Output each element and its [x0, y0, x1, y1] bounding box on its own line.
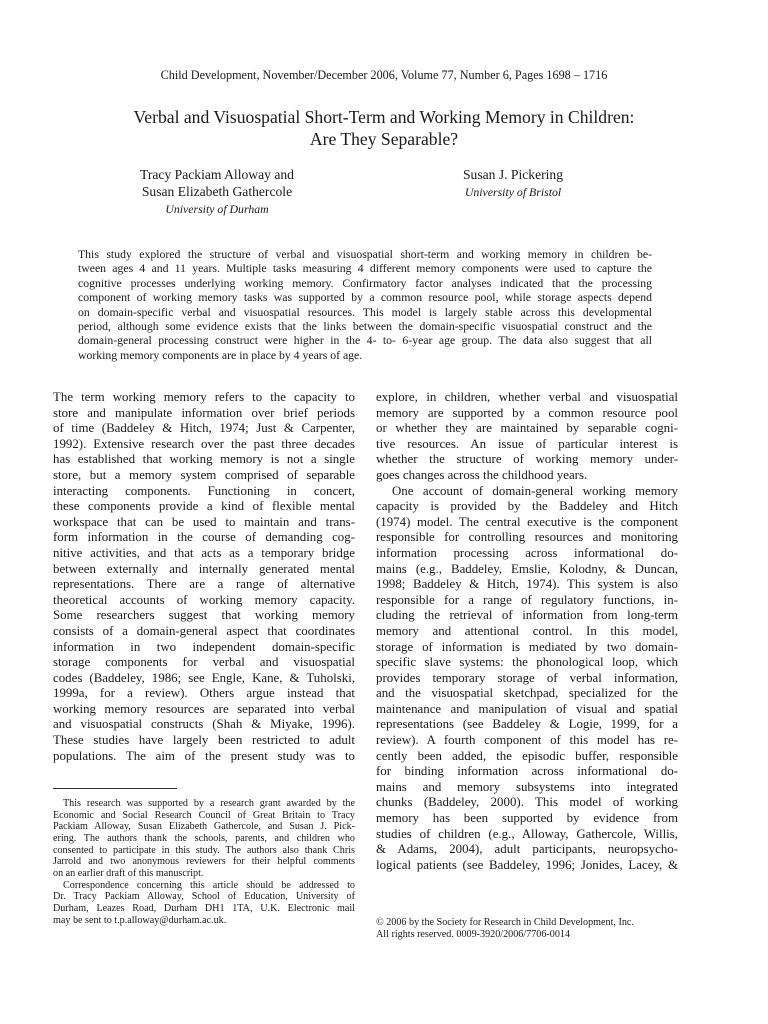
body-line: chunks (Baddeley, 2000). This model of working: [376, 795, 678, 810]
body-column-left: [53, 390, 355, 764]
author-name-2: Susan Elizabeth Gathercole: [141, 184, 293, 199]
body-line: for binding information across informational do-: [376, 764, 678, 779]
body-line: between externally and internally generated mental: [53, 561, 355, 576]
body-line: specific slave systems: the phonological loop, which: [376, 655, 678, 670]
body-line: responsible for a range of regulatory functions, in-: [376, 592, 678, 607]
body-line: representations. There are a range of alternative: [53, 577, 355, 592]
author-name-1: Tracy Packiam Alloway and: [140, 167, 294, 182]
copyright-line-1: © 2006 by the Society for Research in Child Development, Inc.: [376, 917, 634, 928]
body-line: (1974) model. The central executive is the component: [376, 514, 678, 529]
footnote-line: Correspondence concerning this article should be addressed to: [63, 879, 355, 891]
body-line: goes changes across the childhood years.: [376, 467, 588, 482]
abstract-line: This study explored the structure of verbal and visuospatial short-term and working memory in children be-: [78, 248, 652, 261]
body-line: cluding the retrieval of information from long-term: [376, 608, 678, 623]
body-line: memory has been supported by evidence from: [376, 811, 678, 826]
body-line: memory and attentional control. In this model,: [376, 623, 678, 638]
body-line: storage components for verbal and visuospatial: [53, 655, 355, 670]
abstract-line: tween ages 4 and 11 years. Multiple tasks measuring 4 different memory components were used to capture the: [78, 262, 652, 276]
body-line: and the visuospatial sketchpad, specialized for the: [376, 686, 678, 701]
body-line: populations. The aim of the present study was to: [53, 748, 355, 763]
abstract-line: component of working memory tasks was supported by a common resource pool, while storage aspects depend: [78, 291, 652, 305]
body-line: workspace that can be used to maintain and trans-: [53, 514, 355, 529]
author-block-left: [128, 166, 306, 217]
footnote-line: Durham, Leazes Road, Durham DH1 1TA, U.K. Electronic mail: [53, 902, 355, 914]
footnote-line: on an earlier draft of this manuscript.: [53, 867, 204, 879]
author-affiliation-durham: University of Durham: [165, 202, 269, 216]
footnote-line: Jarrold and two anonymous reviewers for their helpful comments: [53, 856, 355, 868]
body-line: provides temporary storage of verbal information,: [376, 670, 678, 685]
body-line: consists of a domain-general aspect that coordinates: [53, 623, 355, 638]
title-line-2: Are They Separable?: [309, 129, 459, 149]
author-name-3: Susan J. Pickering: [462, 167, 564, 182]
body-line: memory are supported by a common resource pool: [376, 405, 678, 420]
author-affiliation-bristol: University of Bristol: [464, 185, 562, 199]
body-line: Some researchers suggest that working memory: [53, 608, 355, 623]
title-line-1: Verbal and Visuospatial Short-Term and Working Memory in Children:: [133, 107, 635, 127]
body-line: The term working memory refers to the capacity to: [53, 390, 355, 404]
body-line: store and manipulate information over brief periods: [53, 405, 355, 420]
body-line: capacity is provided by the Baddeley and Hitch: [376, 499, 678, 514]
body-line: tive resources. An issue of particular interest is: [376, 436, 678, 451]
footnote-line: Dr. Tracy Packiam Alloway, School of Education, University of: [53, 891, 355, 903]
body-line: form information in the course of demanding cog-: [53, 530, 355, 545]
body-line: or whether they are maintained by separable cogni-: [376, 421, 678, 436]
footnote-line: may be sent to t.p.alloway@durham.ac.uk.: [53, 914, 227, 926]
body-line: mains (e.g., Baddeley, Emslie, Kolodny, & Duncan,: [376, 561, 678, 576]
footnote-line: Economic and Social Research Council of Great Britain to Tracy: [53, 809, 355, 821]
body-line: has established that working memory is not a single: [53, 452, 355, 467]
body-line: responsible for controlling resources and monitoring: [376, 530, 678, 545]
footnote-line: consented to participate in this study. The authors also thank Chris: [53, 844, 355, 856]
body-line: theoretical accounts of working memory capacity.: [53, 592, 355, 607]
body-line: storage of information is mediated by two domain-: [376, 639, 678, 654]
body-line: 1998; Baddeley & Hitch, 1974). This system is also: [376, 577, 678, 592]
body-line: and visuospatial constructs (Shah & Miyake, 1996).: [53, 717, 355, 732]
body-line: & Adams, 2004), adult participants, neuropsycho-: [376, 842, 678, 857]
abstract: [78, 248, 652, 363]
footnote-line: Packiam Alloway, Susan Elizabeth Gathercole, and Susan J. Pick-: [53, 821, 355, 833]
body-line: representations (see Baddeley & Logie, 1999, for a: [376, 717, 678, 732]
paper-title: [40, 106, 728, 150]
abstract-line: working memory components are in place by 4 years of age.: [78, 348, 363, 362]
body-line: nitive activities, and that acts as a temporary bridge: [53, 545, 355, 560]
body-line: working memory resources are separated into verbal: [53, 701, 355, 716]
body-line: maintenance and manipulation of visual and spatial: [376, 701, 678, 716]
abstract-line: cognitive processes underlying working memory. Confirmatory factor analyses indicated that the processing: [78, 276, 652, 290]
abstract-line: domain-general processing construct were higher in the 4- to- 6-year age group. The data also suggest that all: [78, 334, 652, 348]
body-line: codes (Baddeley, 1986; see Engle, Kane, & Tuholski,: [53, 670, 355, 685]
body-line: of time (Baddeley & Hitch, 1974; Just & Carpenter,: [53, 421, 355, 436]
body-line: interacting components. Functioning in concert,: [53, 483, 355, 498]
body-line: cently been added, the episodic buffer, responsible: [376, 748, 678, 763]
footnote-divider: [53, 788, 177, 789]
body-line: These studies have largely been restricted to adult: [53, 733, 355, 748]
body-line: 1999a, for a review). Others argue instead that: [53, 686, 355, 701]
body-line: information processing across informational do-: [376, 545, 678, 560]
body-line: One account of domain-general working memory: [392, 483, 678, 498]
body-line: store, but a memory system comprised of separable: [53, 467, 355, 482]
footnotes: [53, 798, 355, 926]
footnote-line: ering. The authors thank the schools, parents, and children who: [53, 832, 355, 844]
journal-citation: Child Development, November/December 2006, Volume 77, Number 6, Pages 1698 – 1716: [160, 68, 608, 82]
body-line: logical patients (see Baddeley, 1996; Jonides, Lacey, &: [376, 857, 678, 872]
abstract-line: on domain-specific verbal and visuospatial resources. This model is largely stable across this developmental: [78, 305, 652, 319]
author-block-right: [438, 166, 588, 200]
body-line: information in two independent domain-specific: [53, 639, 355, 654]
body-line: these components provide a kind of flexible mental: [53, 499, 355, 514]
body-line: 1992). Extensive research over the past three decades: [53, 436, 355, 451]
body-line: whether the structure of working memory under-: [376, 452, 678, 467]
abstract-line: period, although some evidence exists that the links between the domain-specific visuospatial construct and the: [78, 320, 652, 334]
copyright-line-2: All rights reserved. 0009-3920/2006/7706-0014: [376, 929, 571, 940]
body-line: mains and memory subsystems into integrated: [376, 779, 678, 794]
body-column-right: [376, 390, 678, 873]
body-line: explore, in children, whether verbal and visuospatial: [376, 390, 678, 404]
body-line: studies of children (e.g., Alloway, Gathercole, Willis,: [376, 826, 678, 841]
footnote-line: This research was supported by a research grant awarded by the: [63, 798, 355, 809]
copyright-notice: [376, 917, 676, 941]
body-line: review). A fourth component of this model has re-: [376, 733, 678, 748]
